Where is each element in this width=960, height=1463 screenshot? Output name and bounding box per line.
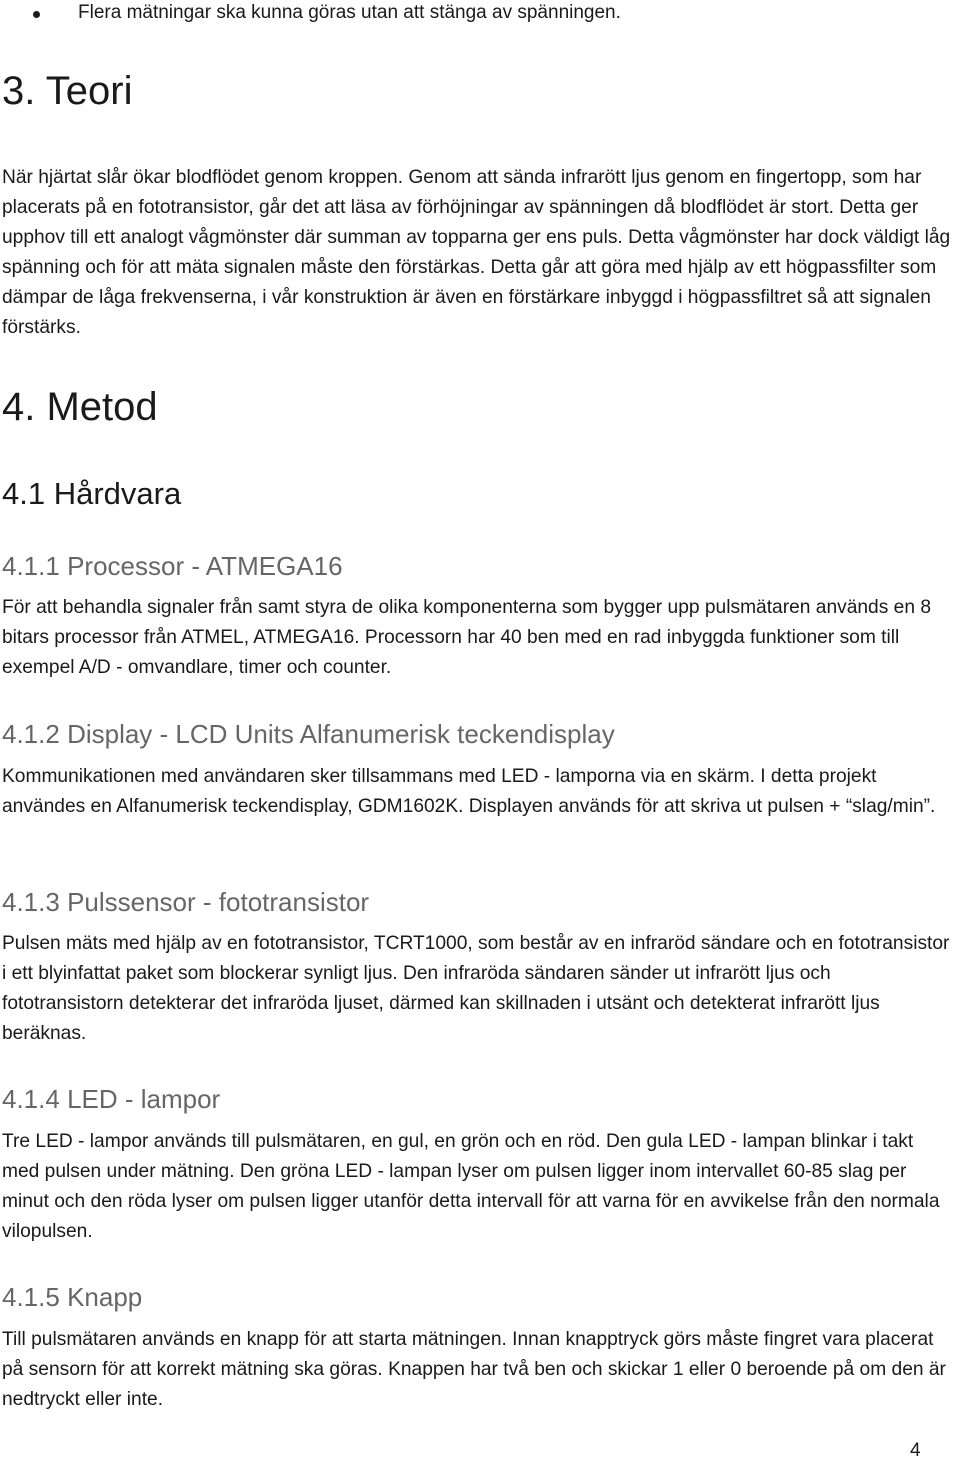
- heading-processor: [2, 550, 343, 582]
- paragraph-display: Kommunikationen med användaren sker tillsammans med LED - lamporna via en skärm. I detta projekt användes en Alfanumerisk teckendisplay, GDM1602K. Displayen används för att skriva ut pulsen + “slag/min”.: [2, 766, 936, 817]
- section-number: 4.1.3: [2, 887, 60, 917]
- paragraph-processor: För att behandla signaler från samt styra de olika komponenterna som bygger upp pulsmätaren används en 8 bitars processor från ATMEL, ATMEGA16. Processorn har 40 ben med en rad inbyggda funktioner som till exempel A/D - omvandlare, timer och counter.: [2, 597, 932, 678]
- heading-pulssensor: [2, 886, 369, 918]
- bullet-icon: [33, 11, 40, 18]
- section-title: LED - lampor: [67, 1084, 221, 1114]
- section-title: Display - LCD Units Alfanumerisk teckendisplay: [67, 719, 615, 749]
- heading-knapp: [2, 1281, 142, 1313]
- section-number: 4.1.4: [2, 1084, 60, 1114]
- heading-hardvara: 4.1 Hårdvara: [2, 476, 182, 511]
- section-title: Knapp: [67, 1282, 143, 1312]
- section-number: 4.1.2: [2, 719, 60, 749]
- section-number: 4.1.1: [2, 551, 60, 581]
- section-title: Pulssensor - fototransistor: [67, 887, 370, 917]
- paragraph-pulssensor: Pulsen mäts med hjälp av en fototransistor, TCRT1000, som består av en infraröd sändare och en fototransistor i ett blyinfattat paket som blockerar synligt ljus. Den infraröda sändaren sänder ut infrarött ljus och fototransistorn detekterar det infraröda ljuset, därmed kan skillnaden i utsänt och detekterat infrarött ljus beräknas.: [2, 933, 950, 1044]
- paragraph-teori: När hjärtat slår ökar blodflödet genom kroppen. Genom att sända infrarött ljus genom en fingertopp, som har placerats på en fototransistor, går det att läsa av förhöjningar av spänningen då blodflödet är stort. Detta ger upphov till ett analogt vågmönster där summan av topparna ger ens puls. Detta vågmönster har dock väldigt låg spänning och för att mäta signalen måste den förstärkas. Detta går att göra med hjälp av ett högpassfilter som dämpar de låga frekvenserna, i vår konstruktion är även en förstärkare inbyggd i högpassfiltret så att signalen förstärks.: [2, 167, 951, 338]
- page-number: 4: [910, 1440, 921, 1461]
- bullet-text: Flera mätningar ska kunna göras utan att stänga av spänningen.: [78, 2, 621, 23]
- heading-teori: 3. Teori: [2, 69, 133, 113]
- heading-metod: 4. Metod: [2, 385, 158, 429]
- heading-display: [2, 718, 615, 750]
- section-title: Processor - ATMEGA16: [67, 551, 343, 581]
- paragraph-led: Tre LED - lampor används till pulsmätaren, en gul, en grön och en röd. Den gula LED - lampan blinkar i takt med pulsen under mätning. Den gröna LED - lampan lyser om pulsen ligger inom intervallet 60-85 slag per minut och den röda lyser om pulsen ligger utanför detta intervall för att varna för en avvikelse från den normala vilopulsen.: [2, 1131, 940, 1242]
- section-number: 4.1.5: [2, 1282, 60, 1312]
- heading-led: [2, 1083, 220, 1115]
- paragraph-knapp: Till pulsmätaren används en knapp för att starta mätningen. Innan knapptryck görs måste fingret vara placerat på sensorn för att korrekt mätning ska göras. Knappen har två ben och skickar 1 eller 0 beroende på om den är nedtryckt eller inte.: [2, 1329, 946, 1410]
- bullet-item: [0, 0, 960, 28]
